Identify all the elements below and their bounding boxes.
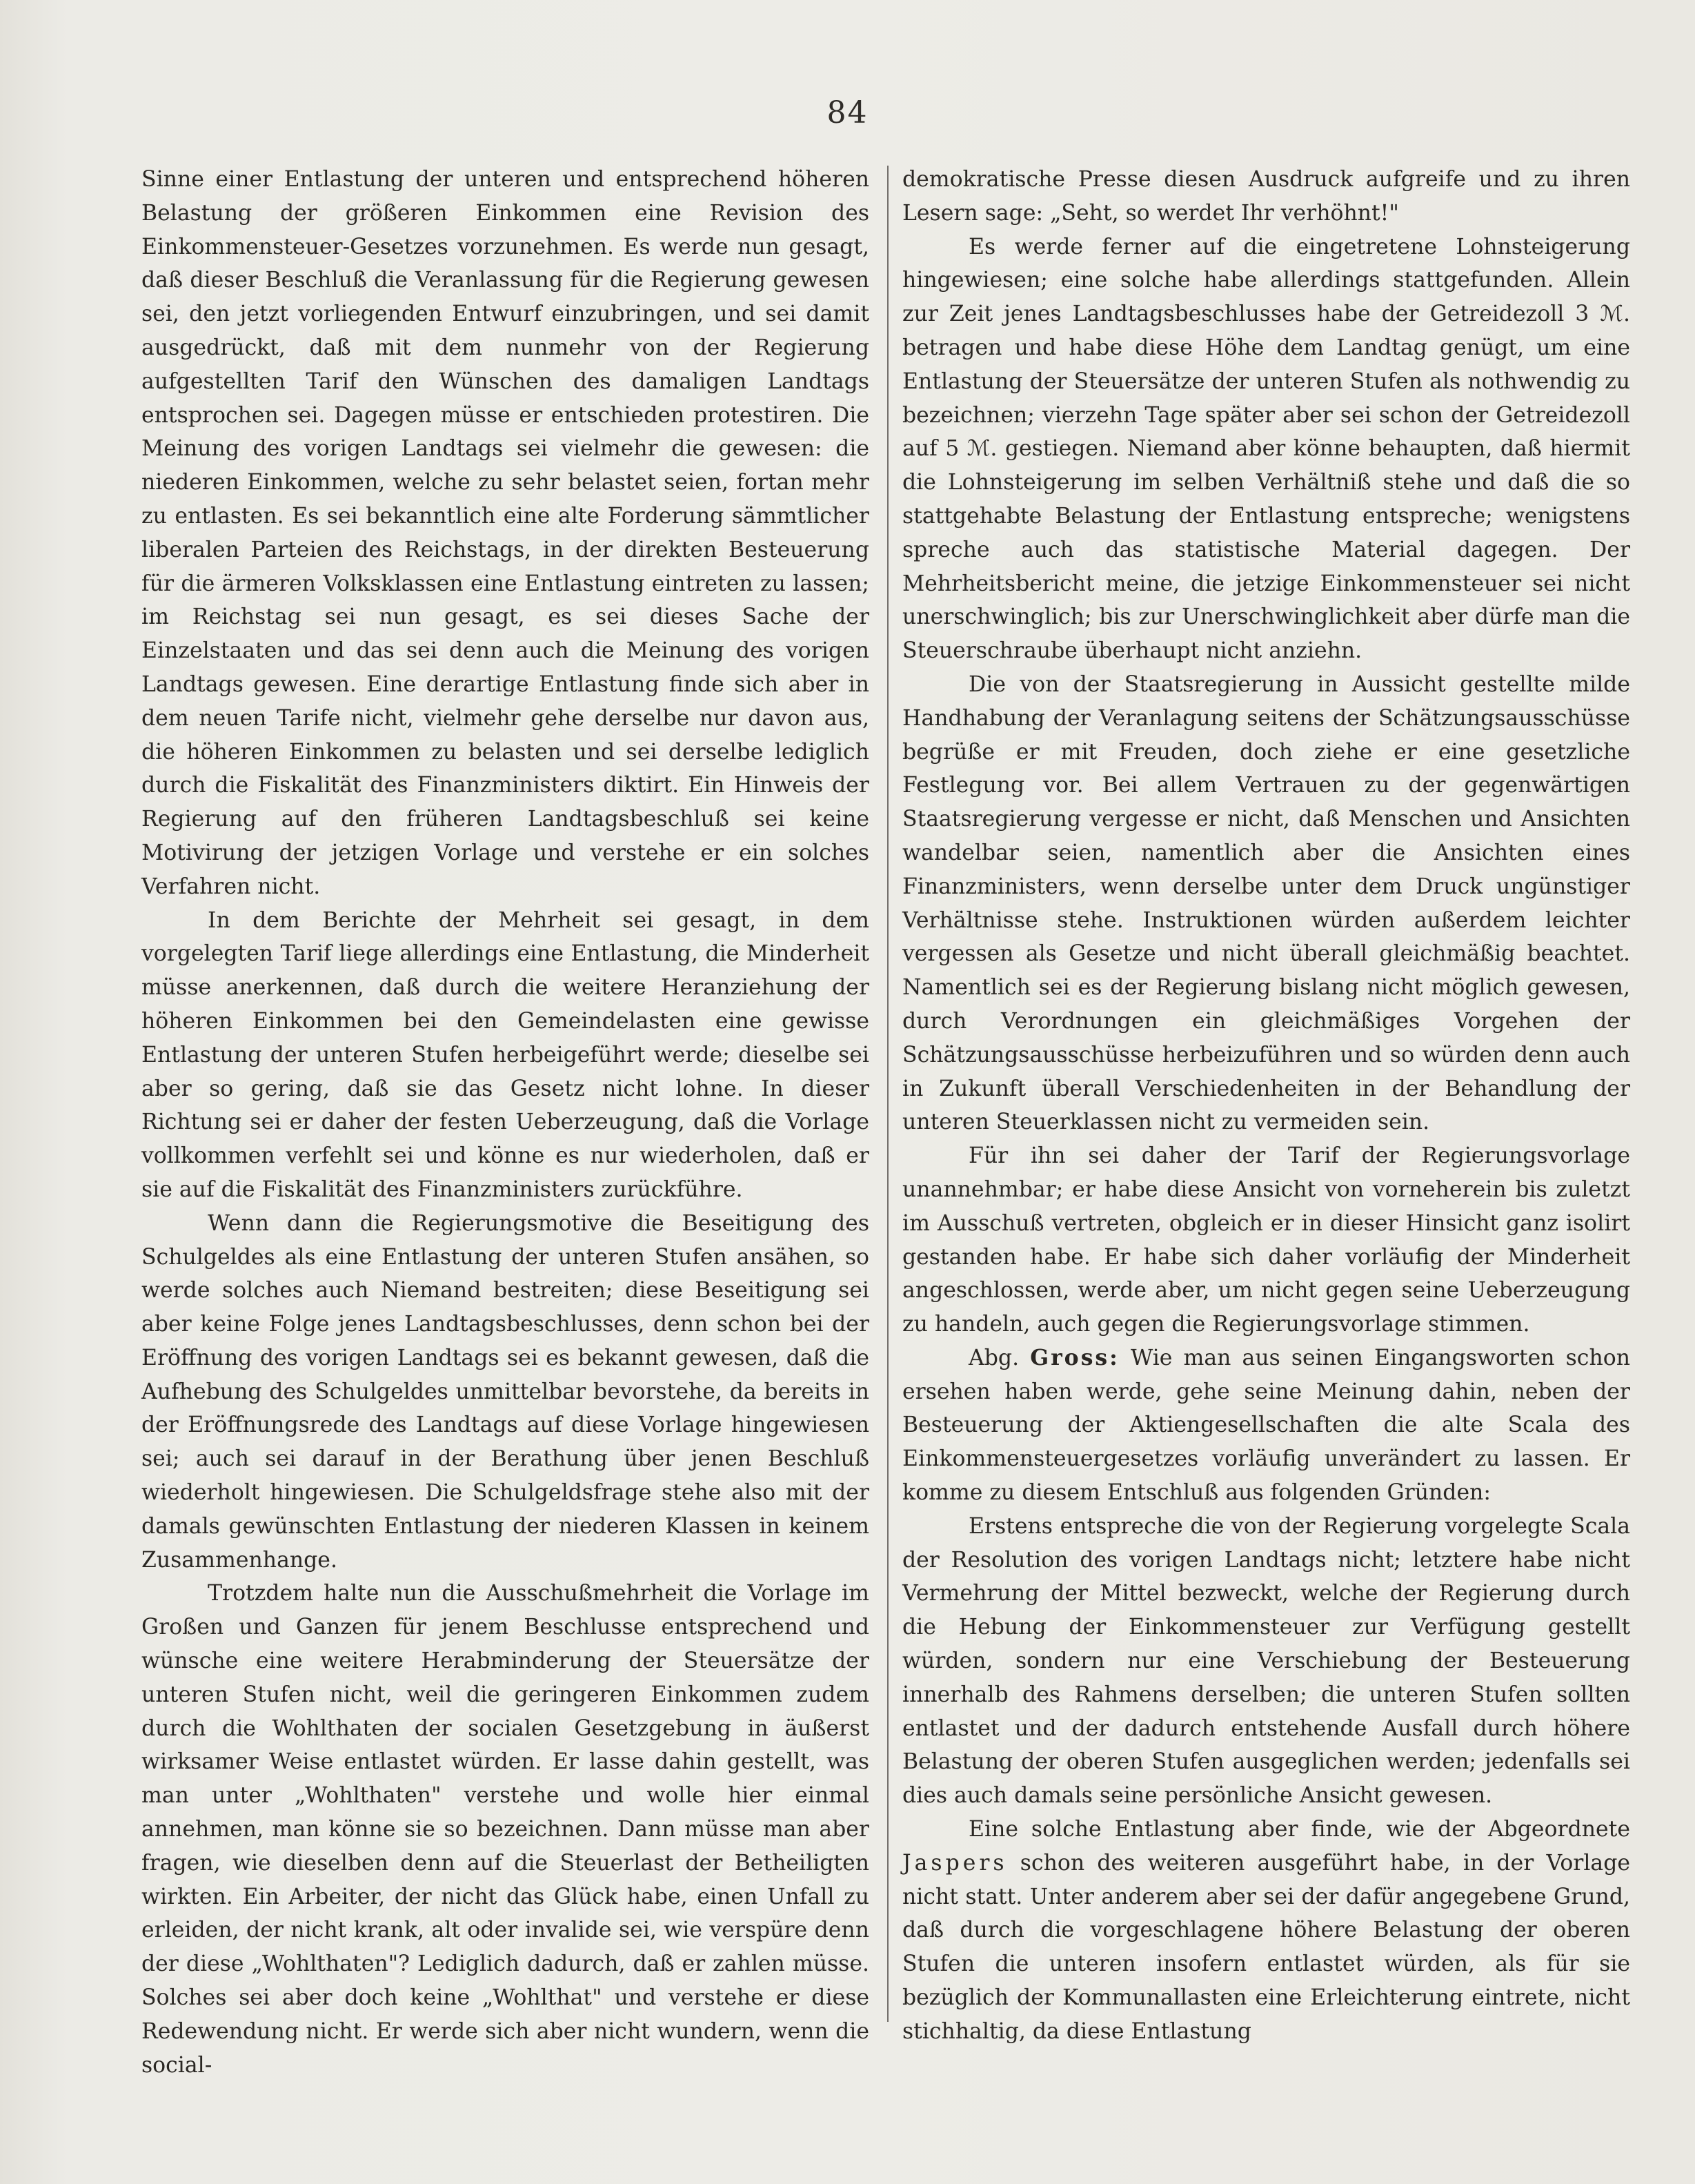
paragraph: Sinne einer Entlastung der unteren und entsprechend höheren Belastung der größeren Einkommen eine Revision des Einkommensteuer-Gesetzes vorzunehmen. Es werde nun gesagt, daß dieser Beschluß die Veranlassung für die Regierung gewesen sei, den jetzt vorliegenden Entwurf einzubringen, und sei damit ausgedrückt, daß mit dem nunmehr von der Regierung aufgestellten Tarif den Wünschen des damaligen Landtags entsprochen sei. Dagegen müsse er entschieden protestiren. Die Meinung des vorigen Landtags sei vielmehr die gewesen: die niederen Einkommen, welche zu sehr belastet seien, fortan mehr zu entlasten. Es sei bekanntlich eine alte Forderung sämmtlicher liberalen Parteien des Reichstags, in der direkten Besteuerung für die ärmeren Volksklassen eine Entlastung eintreten zu lassen; im Reichstag sei nun gesagt, es sei dieses Sache der Einzelstaaten und das sei denn auch die Meinung des vorigen Landtags gewesen. Eine derartige Entlastung finde sich aber in dem neuen Tarife nicht, vielmehr gehe derselbe nur davon aus, die höheren Einkommen zu belasten und sei derselbe lediglich durch die Fiskalität des Finanzministers diktirt. Ein Hinweis der Regierung auf den früheren Landtagsbeschluß sei keine Motivirung der jetzigen Vorlage und verstehe er ein solches Verfahren nicht.: [141, 167, 869, 899]
paragraph: Trotzdem halte nun die Ausschußmehrheit die Vorlage im Großen und Ganzen für jenem Beschlusse entsprechend und wünsche eine weitere Herabminderung der Steuersätze der unteren Stufen nicht, weil die geringeren Einkommen zudem durch die Wohlthaten der socialen Gesetzgebung in äußerst wirksamer Weise entlastet würden. Er lasse dahin gestellt, was man unter „Wohlthaten" verstehe und wolle hier einmal annehmen, man könne sie so bezeichnen. Dann müsse man aber fragen, wie dieselben denn auf die Steuerlast der Betheiligten wirkten. Ein Arbeiter, der nicht das Glück habe, einen Unfall zu erleiden, der nicht krank, alt oder invalide sei, wie verspüre denn der diese „Wohlthaten"? Lediglich dadurch, daß er zahlen müsse. Solches sei aber doch keine „Wohlthat" und verstehe er diese Redewendung nicht. Er werde sich aber nicht wundern, wenn die social-: [141, 1581, 869, 2078]
speaker-name: Gross:: [1030, 1344, 1120, 1370]
paragraph: Wenn dann die Regierungsmotive die Beseitigung des Schulgeldes als eine Entlastung der unteren Stufen ansähen, so werde solches auch Niemand bestreiten; diese Beseitigung sei aber keine Folge jenes Landtagsbeschlusses, denn schon bei der Eröffnung des vorigen Landtags sei es bekannt gewesen, daß die Aufhebung des Schulgeldes unmittelbar bevorstehe, da bereits in der Eröffnungsrede des Landtags auf diese Vorlage hingewiesen sei; auch sei darauf in der Berathung über jenen Beschluß wiederholt hingewiesen. Die Schulgeldsfrage stehe also mit der damals gewünschten Entlastung der niederen Klassen in keinem Zusammenhange.: [141, 1210, 869, 1573]
right-column: [902, 163, 1630, 2049]
paragraph: Erstens entspreche die von der Regierung vorgelegte Scala der Resolution des vorigen Landtags nicht; letztere habe nicht Vermehrung der Mittel bezweckt, welche der Regierung durch die Hebung der Einkommensteuer zur Verfügung gestellt würden, sondern nur eine Verschiebung der Besteuerung innerhalb des Rahmens derselben; die unteren Stufen sollten entlastet und der dadurch entstehende Ausfall durch höhere Belastung der oberen Stufen ausgeglichen werden; jedenfalls sei dies auch damals seine persönliche Ansicht gewesen.: [902, 1513, 1630, 1809]
page-number: 84: [826, 95, 869, 130]
paragraph: Für ihn sei daher der Tarif der Regierungsvorlage unannehmbar; er habe diese Ansicht von vorneherein bis zuletzt im Ausschuß vertreten, obgleich er in dieser Hinsicht ganz isolirt gestanden habe. Er habe sich daher vorläufig der Minderheit angeschlossen, werde aber, um nicht gegen seine Ueberzeugung zu handeln, auch gegen die Regierungsvorlage stimmen.: [902, 1143, 1630, 1337]
member-name: Jaspers: [902, 1850, 1008, 1876]
paragraph: Die von der Staatsregierung in Aussicht gestellte milde Handhabung der Veranlagung seitens der Schätzungsausschüsse begrüße er mit Freuden, doch ziehe er eine gesetzliche Festlegung vor. Bei allem Vertrauen zu der gegenwärtigen Staatsregierung vergesse er nicht, daß Menschen und Ansichten wandelbar seien, namentlich aber die Ansichten eines Finanzministers, wenn derselbe unter dem Druck ungünstiger Verhältnisse stehe. Instruktionen würden außerdem leichter vergessen als Gesetze und nicht überall gleichmäßig beachtet. Namentlich sei es der Regierung bislang nicht möglich gewesen, durch Verordnungen ein gleichmäßiges Vorgehen der Schätzungsausschüsse herbeizuführen und so würden denn auch in Zukunft überall Verschiedenheiten in der Behandlung der unteren Steuerklassen nicht zu vermeiden sein.: [902, 671, 1630, 1135]
speaker-prefix: Abg.: [969, 1345, 1020, 1370]
text-fragment: schon des weiteren ausgeführt habe, in der Vorlage nicht statt. Unter anderem aber sei der dafür angegebene Grund, daß durch die vorgeschlagene höhere Belastung der oberen Stufen die unteren insofern entlastet würden, als für sie bezüglich der Kommunallasten eine Erleichterung eintrete, nicht stichhaltig, da diese Entlastung: [902, 1850, 1630, 2044]
paragraph: Es werde ferner auf die eingetretene Lohnsteigerung hingewiesen; eine solche habe allerdings stattgefunden. Allein zur Zeit jenes Landtagsbeschlusses habe der Getreidezoll 3 ℳ. betragen und habe diese Höhe dem Landtag genügt, um eine Entlastung der Steuersätze der unteren Stufen als nothwendig zu bezeichnen; vierzehn Tage später aber sei schon der Getreidezoll auf 5 ℳ. gestiegen. Niemand aber könne behaupten, daß hiermit die Lohnsteigerung im selben Verhältniß stehe und daß die so stattgehabte Belastung der Entlastung entspreche; wenigstens spreche auch das statistische Material dagegen. Der Mehrheitsbericht meine, die jetzige Einkommensteuer sei nicht unerschwinglich; bis zur Unerschwinglichkeit aber dürfe man die Steuerschraube überhaupt nicht anziehn.: [902, 234, 1630, 664]
column-divider: [887, 166, 889, 2022]
text-fragment: Eine solche Entlastung aber finde, wie der Abgeordnete: [969, 1817, 1630, 1842]
paragraph: [902, 1813, 1630, 2049]
paragraph: demokratische Presse diesen Ausdruck aufgreife und zu ihren Lesern sage: „Seht, so werdet Ihr verhöhnt!": [902, 167, 1630, 226]
paragraph-speech: [902, 1341, 1630, 1510]
paragraph: In dem Berichte der Mehrheit sei gesagt, in dem vorgelegten Tarif liege allerdings eine Entlastung, die Minderheit müsse anerkennen, daß durch die weitere Heranziehung der höheren Einkommen bei den Gemeindelasten eine gewisse Entlastung der unteren Stufen herbeigeführt werde; dieselbe sei aber so gering, daß sie das Gesetz nicht lohne. In dieser Richtung sei er daher der festen Ueberzeugung, daß die Vorlage vollkommen verfehlt sei und könne es nur wiederholen, daß er sie auf die Fiskalität des Finanzministers zurückführe.: [141, 907, 869, 1202]
speech-text: Wie man aus seinen Eingangsworten schon ersehen haben werde, gehe seine Meinung dahin, neben der Besteuerung der Aktiengesellschaften die alte Scala des Einkommensteuergesetzes vorläufig unverändert zu lassen. Er komme zu diesem Entschluß aus folgenden Gründen:: [902, 1345, 1630, 1506]
left-column: [141, 163, 869, 2082]
